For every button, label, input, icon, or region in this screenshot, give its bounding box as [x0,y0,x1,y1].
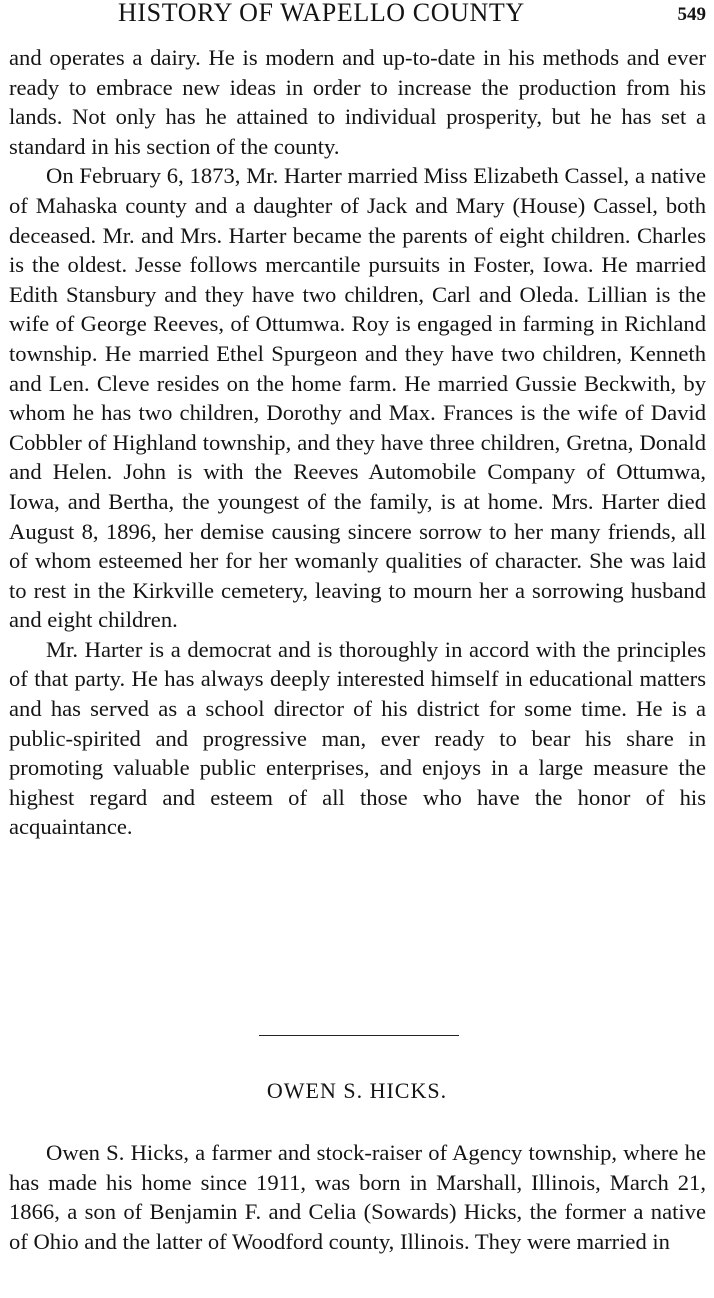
running-title: HISTORY OF WAPELLO COUNTY [118,0,525,27]
section-text [9,1138,706,1256]
paragraph-continued: and operates a dairy. He is modern and up-to-date in his methods and ever ready to embrace new ideas in order to increase the production from his lands. Not only has he attained to individual prosperity, but he has set a standard in his section of the county. [9,45,706,159]
running-head [0,0,714,30]
paragraph-biography-intro: Owen S. Hicks, a farmer and stock-raiser of Agency township, where he has made his home since 1911, was born in Marshall, Illinois, March 21, 1866, a son of Benjamin F. and Celia (Sowards) Hicks, the former a native of Ohio and the latter of Woodford county, Illinois. They were married in [9,1140,706,1254]
section-divider-rule [259,1035,459,1036]
paragraph-politics-and-character: Mr. Harter is a democrat and is thoroughly in accord with the principles of that party. He has always deeply interested himself in educational matters and has served as a school director of his district for some time. He is a public-spirited and progressive man, ever ready to bear his share in promoting valuable public enterprises, and enjoys in a large measure the highest regard and esteem of all those who have the honor of his acquaintance. [9,636,706,840]
section-heading: OWEN S. HICKS. [266,1078,448,1103]
page-number: 549 [677,4,706,25]
paragraph-marriage-and-family: On February 6, 1873, Mr. Harter married Miss Elizabeth Cassel, a native of Mahaska county and a daughter of Jack and Mary (House) Cassel, both deceased. Mr. and Mrs. Harter became the parents of eight children. Charles is the oldest. Jesse follows mercantile pursuits in Foster, Iowa. He married Edith Stansbury and they have two children, Carl and Oleda. Lillian is the wife of George Reeves, of Ottumwa. Roy is engaged in farming in Richland township. He married Ethel Spurgeon and they have two children, Kenneth and Len. Cleve resides on the home farm. He married Gussie Beckwith, by whom he has two children, Dorothy and Max. Frances is the wife of David Cobbler of Highland township, and they have three children, Gretna, Donald and Helen. John is with the Reeves Automobile Company of Ottumwa, Iowa, and Bertha, the youngest of the family, is at home. Mrs. Harter died August 8, 1896, her demise causing sincere sorrow to her many friends, all of whom esteemed her for her womanly qualities of character. She was laid to rest in the Kirkville cemetery, leaving to mourn her a sorrowing husband and eight children. [9,163,706,633]
body-text [9,43,706,842]
